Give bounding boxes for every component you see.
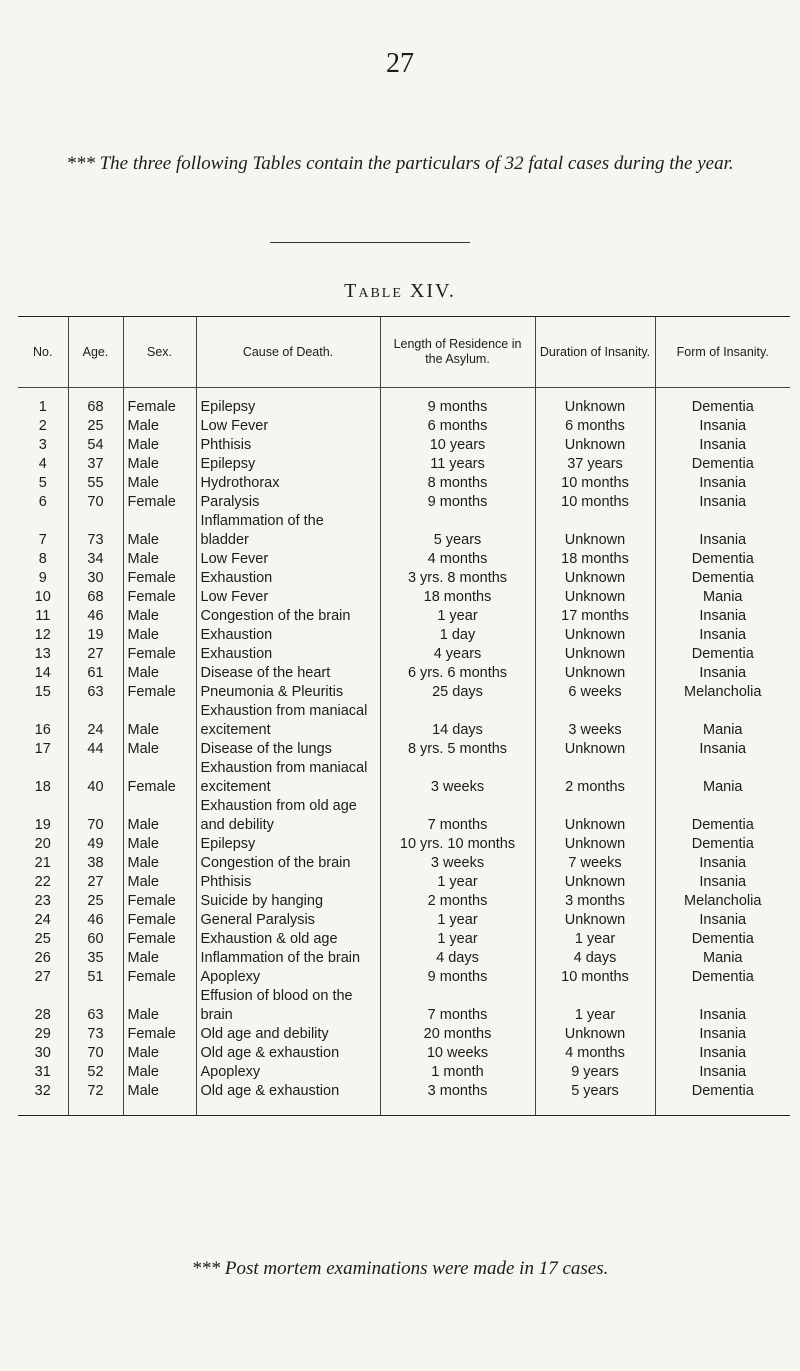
cell-duration: Unknown [535,398,655,417]
cell-duration: Unknown [535,873,655,892]
cell-length: 1 year [380,911,535,930]
cell-no: 20 [34,836,51,852]
cell-duration: Unknown [535,436,655,455]
cell-age: 61 [68,664,123,683]
cell-form: Insania [655,664,790,683]
cell-length: 14 days [380,702,535,740]
cell-length: 1 year [380,607,535,626]
cell-duration: Unknown [535,645,655,664]
cell-length: 9 months [380,493,535,512]
cell-no: 12 [34,627,51,643]
cell-cause: Suicide by hanging [196,892,380,911]
cell-cause: Inflammation of the bladder [196,512,380,550]
table-row [18,854,790,873]
cell-cause: Congestion of the brain [196,607,380,626]
cell-length: 3 months [380,1082,535,1116]
cell-cause: Low Fever [196,550,380,569]
cell-cause: Old age and debility [196,1025,380,1044]
cell-cause: Congestion of the brain [196,854,380,873]
cell-length: 4 years [380,645,535,664]
cell-duration: 3 weeks [535,702,655,740]
column-header-duration: Duration of Insanity. [535,317,655,388]
cell-length: 25 days [380,683,535,702]
table-row [18,512,790,550]
table-row [18,664,790,683]
table-row [18,607,790,626]
cell-form: Dementia [655,645,790,664]
cell-duration: 4 months [535,1044,655,1063]
cell-no: 9 [38,570,47,586]
cell-age: 63 [68,683,123,702]
cell-cause: Inflammation of the brain [196,949,380,968]
cell-sex: Male [123,607,196,626]
cell-duration: 9 years [535,1063,655,1082]
cell-length: 1 month [380,1063,535,1082]
cell-sex: Female [123,968,196,987]
cell-age: 46 [68,911,123,930]
cell-duration: Unknown [535,588,655,607]
column-header-age: Age. [68,317,123,388]
cell-sex: Male [123,702,196,740]
cell-age: 51 [68,968,123,987]
cell-sex: Female [123,911,196,930]
cell-age: 25 [68,892,123,911]
cell-no: 28 [34,1007,51,1023]
cell-form: Dementia [655,930,790,949]
cell-age: 40 [68,759,123,797]
cell-age: 68 [68,588,123,607]
cell-form: Insania [655,626,790,645]
table-spacer [18,388,790,399]
cell-no: 5 [38,475,47,491]
cell-sex: Female [123,759,196,797]
cell-sex: Male [123,1044,196,1063]
table-row [18,892,790,911]
cell-form: Insania [655,854,790,873]
cell-sex: Female [123,683,196,702]
cell-sex: Female [123,588,196,607]
cell-no: 13 [34,646,51,662]
cell-length: 20 months [380,1025,535,1044]
cell-no: 19 [34,817,51,833]
cell-duration: Unknown [535,911,655,930]
cell-form: Mania [655,759,790,797]
column-header-form: Form of Insanity. [655,317,790,388]
cell-form: Dementia [655,1082,790,1116]
cell-sex: Female [123,569,196,588]
column-header-sex: Sex. [123,317,196,388]
column-header-length: Length of Residence in the Asylum. [380,317,535,388]
cell-age: 70 [68,1044,123,1063]
table-row [18,1063,790,1082]
cell-age: 24 [68,702,123,740]
cell-cause: Exhaustion from maniacal excitement [196,759,380,797]
cell-sex: Male [123,664,196,683]
cell-cause: Low Fever [196,417,380,436]
cell-no: 17 [34,741,51,757]
cell-duration: 10 months [535,493,655,512]
table-row [18,474,790,493]
cell-length: 9 months [380,968,535,987]
cell-form: Dementia [655,398,790,417]
cell-sex: Male [123,740,196,759]
cell-sex: Female [123,1025,196,1044]
cell-cause: Exhaustion [196,626,380,645]
cell-form: Insania [655,493,790,512]
cell-no: 27 [34,969,51,985]
cell-age: 70 [68,493,123,512]
cell-duration: 17 months [535,607,655,626]
cell-duration: 1 year [535,930,655,949]
cell-age: 72 [68,1082,123,1116]
cell-age: 38 [68,854,123,873]
table-row [18,702,790,740]
table-row [18,759,790,797]
cell-no: 24 [34,912,51,928]
cell-form: Mania [655,588,790,607]
table-row [18,797,790,835]
cell-sex: Male [123,626,196,645]
cell-cause: Apoplexy [196,1063,380,1082]
cell-duration: 6 weeks [535,683,655,702]
cell-sex: Male [123,474,196,493]
cell-length: 18 months [380,588,535,607]
cell-form: Insania [655,1025,790,1044]
cell-sex: Male [123,873,196,892]
table-row [18,455,790,474]
asterism: *** [191,1258,225,1279]
cell-no: 32 [18,1082,68,1116]
cell-no: 16 [34,722,51,738]
cell-sex: Female [123,398,196,417]
cell-length: 8 months [380,474,535,493]
table-row [18,626,790,645]
cell-length: 1 year [380,873,535,892]
cell-duration: Unknown [535,1025,655,1044]
cell-cause: Effusion of blood on the brain [196,987,380,1025]
cell-length: 5 years [380,512,535,550]
cell-age: 73 [68,1025,123,1044]
cell-no: 29 [34,1026,51,1042]
table-row [18,740,790,759]
cell-form: Insania [655,911,790,930]
cell-cause: Exhaustion & old age [196,930,380,949]
table-row [18,1044,790,1063]
table-row [18,588,790,607]
cell-sex: Male [123,512,196,550]
cell-duration: 3 months [535,892,655,911]
cell-cause: Epilepsy [196,835,380,854]
column-header-no: No. [18,317,68,388]
cell-age: 25 [68,417,123,436]
cell-duration: Unknown [535,835,655,854]
cell-length: 10 weeks [380,1044,535,1063]
cell-length: 3 weeks [380,854,535,873]
cell-no: 8 [38,551,47,567]
cell-sex: Male [123,949,196,968]
cell-duration: Unknown [535,664,655,683]
cell-sex: Female [123,930,196,949]
table-row [18,398,790,417]
cell-form: Dementia [655,797,790,835]
page-number: 27 [386,48,414,79]
cell-duration: Unknown [535,797,655,835]
cell-duration: 1 year [535,987,655,1025]
cell-age: 73 [68,512,123,550]
cell-no: 1 [38,399,47,415]
cell-length: 1 day [380,626,535,645]
cell-age: 55 [68,474,123,493]
cell-cause: Disease of the lungs [196,740,380,759]
cell-sex: Male [123,1063,196,1082]
cell-form: Insania [655,417,790,436]
footnote-text: Post mortem examinations were made in 17 cases. [224,1258,609,1279]
cell-no: 6 [38,494,47,510]
cell-cause: Old age & exhaustion [196,1044,380,1063]
cell-length: 3 yrs. 8 months [380,569,535,588]
cell-form: Dementia [655,455,790,474]
cell-duration: Unknown [535,626,655,645]
cell-form: Insania [655,987,790,1025]
cell-form: Insania [655,512,790,550]
divider [270,242,470,243]
table-row [18,683,790,702]
table-row [18,949,790,968]
cell-no: 2 [38,418,47,434]
cell-no: 30 [34,1045,51,1061]
cell-duration: 6 months [535,417,655,436]
cell-cause: Phthisis [196,873,380,892]
table-row [18,835,790,854]
cell-sex: Male [123,1082,196,1116]
cell-no: 18 [34,779,51,795]
cell-cause: Epilepsy [196,398,380,417]
cell-length: 7 months [380,797,535,835]
cell-no: 25 [34,931,51,947]
cell-age: 19 [68,626,123,645]
cell-length: 6 months [380,417,535,436]
cell-form: Dementia [655,550,790,569]
cell-length: 7 months [380,987,535,1025]
intro-note [0,150,800,177]
cell-duration: 18 months [535,550,655,569]
table-row [18,911,790,930]
cell-cause: Exhaustion from old age and debility [196,797,380,835]
cell-duration: Unknown [535,512,655,550]
cell-duration: 10 months [535,474,655,493]
cell-length: 10 years [380,436,535,455]
table-row [18,987,790,1025]
cell-sex: Male [123,417,196,436]
cell-duration: 4 days [535,949,655,968]
cell-length: 4 days [380,949,535,968]
cell-no: 26 [34,950,51,966]
cell-duration: 2 months [535,759,655,797]
cell-form: Insania [655,873,790,892]
table-container [18,316,790,1116]
cell-form: Melancholia [655,892,790,911]
cell-form: Insania [655,1063,790,1082]
cell-form: Insania [655,1044,790,1063]
table-row [18,645,790,664]
cell-form: Dementia [655,569,790,588]
table-title: Table XIV. [344,280,456,302]
cell-no: 10 [34,589,51,605]
cell-no: 31 [34,1064,51,1080]
table-row [18,550,790,569]
cell-length: 4 months [380,550,535,569]
cell-sex: Male [123,550,196,569]
cell-form: Mania [655,949,790,968]
cell-no: 3 [38,437,47,453]
fatal-cases-table [18,316,790,1116]
cell-length: 1 year [380,930,535,949]
cell-length: 2 months [380,892,535,911]
cell-length: 9 months [380,398,535,417]
cell-age: 60 [68,930,123,949]
cell-cause: Exhaustion [196,569,380,588]
cell-no: 4 [38,456,47,472]
table-header-row [18,317,790,388]
cell-length: 3 weeks [380,759,535,797]
table-row [18,1025,790,1044]
cell-form: Mania [655,702,790,740]
cell-form: Dementia [655,835,790,854]
cell-sex: Male [123,835,196,854]
cell-sex: Female [123,645,196,664]
cell-age: 34 [68,550,123,569]
cell-form: Insania [655,607,790,626]
cell-no: 14 [34,665,51,681]
table-body [18,388,790,1116]
cell-cause: Phthisis [196,436,380,455]
footnote [0,1258,800,1280]
table-row [18,569,790,588]
cell-age: 44 [68,740,123,759]
cell-no: 11 [35,608,51,624]
cell-sex: Female [123,493,196,512]
cell-age: 30 [68,569,123,588]
column-header-cause: Cause of Death. [196,317,380,388]
cell-duration: 10 months [535,968,655,987]
cell-length: 8 yrs. 5 months [380,740,535,759]
cell-cause: General Paralysis [196,911,380,930]
table-row [18,873,790,892]
cell-age: 49 [68,835,123,854]
cell-cause: Apoplexy [196,968,380,987]
cell-sex: Male [123,455,196,474]
cell-form: Insania [655,740,790,759]
cell-no: 22 [34,874,51,890]
cell-duration: 37 years [535,455,655,474]
cell-age: 68 [68,398,123,417]
cell-age: 54 [68,436,123,455]
cell-sex: Male [123,436,196,455]
asterism: *** [66,153,100,174]
table-row [18,968,790,987]
cell-sex: Male [123,987,196,1025]
table-row [18,493,790,512]
cell-duration: 5 years [535,1082,655,1116]
cell-no: 23 [34,893,51,909]
cell-age: 46 [68,607,123,626]
cell-age: 63 [68,987,123,1025]
cell-length: 10 yrs. 10 months [380,835,535,854]
cell-cause: Epilepsy [196,455,380,474]
cell-duration: 7 weeks [535,854,655,873]
intro-text: The three following Tables contain the particulars of 32 fatal cases during the year. [99,153,734,174]
cell-duration: Unknown [535,740,655,759]
cell-cause: Old age & exhaustion [196,1082,380,1116]
cell-cause: Hydrothorax [196,474,380,493]
cell-age: 35 [68,949,123,968]
cell-form: Insania [655,436,790,455]
cell-cause: Pneumonia & Pleuritis [196,683,380,702]
cell-no: 21 [34,855,51,871]
table-row [18,436,790,455]
cell-form: Melancholia [655,683,790,702]
cell-cause: Exhaustion [196,645,380,664]
cell-sex: Male [123,854,196,873]
cell-no: 7 [38,532,47,548]
cell-form: Dementia [655,968,790,987]
cell-length: 6 yrs. 6 months [380,664,535,683]
cell-no: 15 [34,684,51,700]
cell-cause: Paralysis [196,493,380,512]
cell-cause: Disease of the heart [196,664,380,683]
cell-form: Insania [655,474,790,493]
table-row [18,417,790,436]
table-row [18,930,790,949]
cell-length: 11 years [380,455,535,474]
cell-sex: Male [123,797,196,835]
cell-sex: Female [123,892,196,911]
cell-age: 27 [68,873,123,892]
cell-age: 37 [68,455,123,474]
cell-cause: Low Fever [196,588,380,607]
cell-age: 70 [68,797,123,835]
cell-duration: Unknown [535,569,655,588]
cell-cause: Exhaustion from maniacal excitement [196,702,380,740]
table-row [18,1082,790,1116]
cell-age: 27 [68,645,123,664]
cell-age: 52 [68,1063,123,1082]
